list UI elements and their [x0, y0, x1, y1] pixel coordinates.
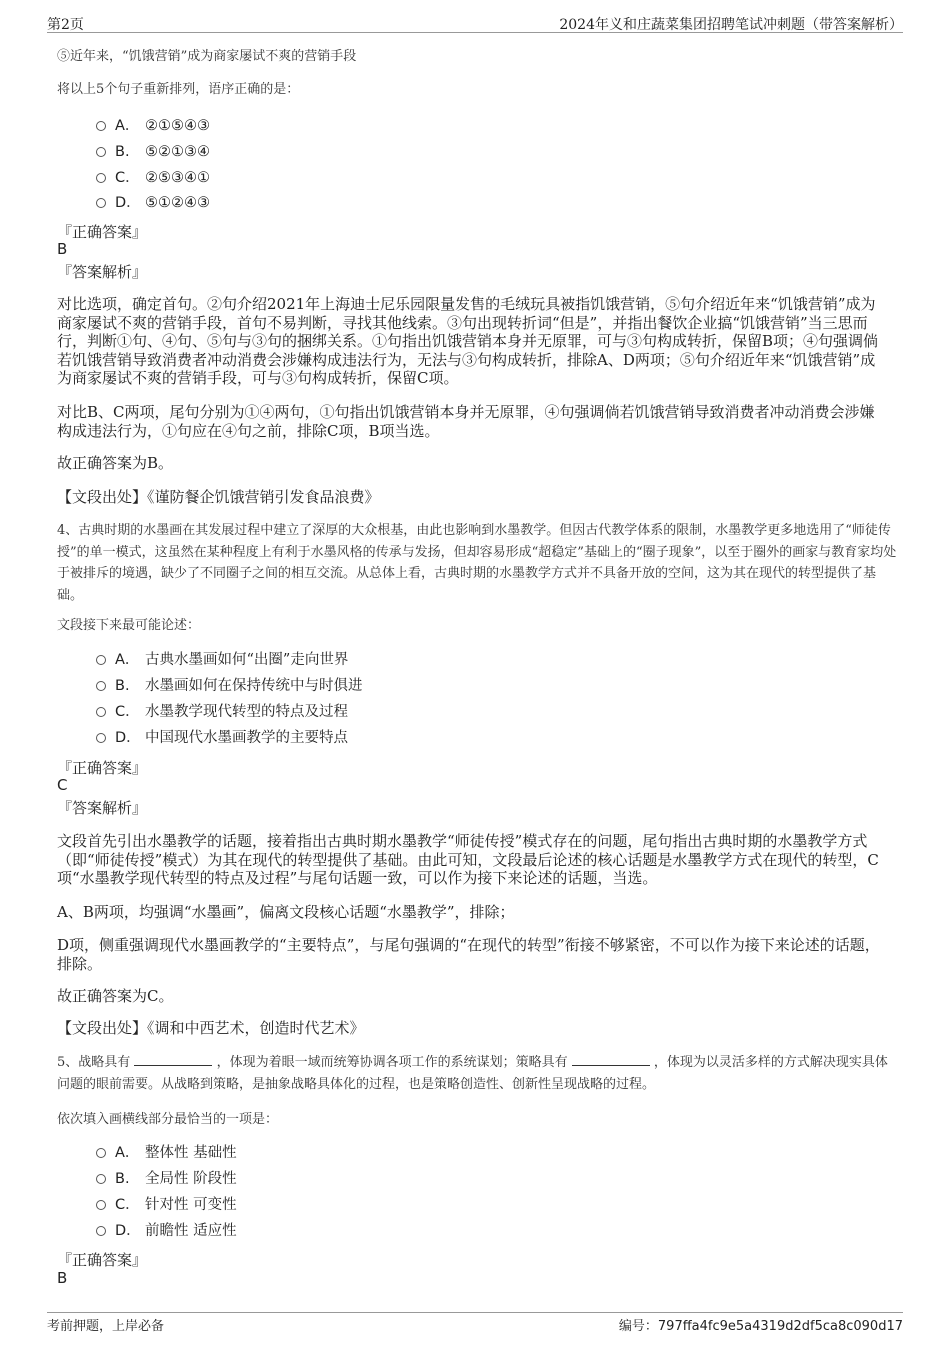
radio-icon[interactable] [96, 681, 106, 691]
q4-answer: C [57, 776, 68, 794]
q3-answer: B [57, 240, 68, 258]
q5-option-d[interactable]: D． 前瞻性 适应性 [96, 1220, 237, 1242]
q5-option-b[interactable]: B. 全局性 阶段性 [96, 1168, 237, 1190]
document-id: 编号：797ffa4fc9e5a4319d2df5ca8c090d17 [618, 1319, 903, 1334]
document-title: 2024年义和庄蔬菜集团招聘笔试冲刺题（带答案解析） [559, 17, 903, 33]
q3-analysis-label: 『答案解析』 [57, 263, 148, 281]
q4-option-b[interactable]: B. 水墨画如何在保持传统中与时俱进 [96, 675, 363, 697]
q3-tail-line: ⑤近年来，“饥饿营销”成为商家屡试不爽的营销手段 [57, 49, 357, 64]
q4-answer-label: 『正确答案』 [57, 759, 148, 777]
radio-icon[interactable] [96, 1174, 106, 1184]
page-number: 第2页 [47, 17, 84, 33]
footer-slogan: 考前押题，上岸必备 [47, 1319, 165, 1334]
q4-stem: 4、古典时期的水墨画在其发展过程中建立了深厚的大众根基，由此也影响到水墨教学。但因古代教学体系的限制，水墨教学更多地选用了“师徒传授”的单一模式，这虽然在某种程度上有利于水墨风格的传承与发扬，但却容易形成“超稳定”基础上的“圈子现象”，以至于圈外的画家与教育家均处于被排斥的境遇，缺少了不同圈子之间的相互交流。从总体上看，古典时期的水墨教学方式并不具备开放的空间，这为其在现代的转型提供了基础。 [57, 523, 897, 603]
q4-analysis-conclusion: 故正确答案为C。 [57, 987, 174, 1005]
radio-icon[interactable] [96, 147, 106, 157]
q4-source: 【文段出处】《调和中西艺术，创造时代艺术》 [57, 1019, 365, 1037]
radio-icon[interactable] [96, 121, 106, 131]
radio-icon[interactable] [96, 1148, 106, 1158]
radio-icon[interactable] [96, 1200, 106, 1210]
page-header [47, 12, 903, 33]
radio-icon[interactable] [96, 655, 106, 665]
q4-analysis-paragraph: D项，侧重强调现代水墨画教学的“主要特点”，与尾句强调的“在现代的转型”衔接不够紧密，不可以作为接下来论述的话题，排除。 [57, 936, 880, 973]
q4-option-d[interactable]: D． 中国现代水墨画教学的主要特点 [96, 727, 348, 749]
q5-stem: 5、战略具有 ，体现为着眼一域而统筹协调各项工作的系统谋划；策略具有 ，体现为以灵活多样的方式解决现实具体问题的眼前需要。从战略到策略，是抽象战略具体化的过程，也是策略创造性、创新性呈现战略的过程。 [57, 1055, 888, 1092]
radio-icon[interactable] [96, 733, 106, 743]
q5-option-a[interactable]: A． 整体性 基础性 [96, 1142, 237, 1164]
radio-icon[interactable] [96, 173, 106, 183]
fill-blank-1 [134, 1053, 212, 1066]
q5-answer-label: 『正确答案』 [57, 1251, 148, 1269]
q3-option-d[interactable]: D． ⑤①②④③ [96, 192, 210, 214]
q4-prompt: 文段接下来最可能论述： [57, 618, 201, 633]
q3-answer-label: 『正确答案』 [57, 223, 148, 241]
q3-prompt: 将以上5个句子重新排列，语序正确的是： [57, 82, 300, 97]
fill-blank-2 [572, 1053, 650, 1066]
q3-analysis-paragraph: 对比B、C两项，尾句分别为①④两句，①句指出饥饿营销本身并无原罪，④句强调倘若饥饿营销导致消费者冲动消费会涉嫌构成违法行为，①句应在④句之前，排除C项，B项当选。 [57, 403, 875, 440]
q5-option-c[interactable]: C． 针对性 可变性 [96, 1194, 237, 1216]
q4-analysis-paragraph: 文段首先引出水墨教学的话题，接着指出古典时期水墨教学“师徒传授”模式存在的问题，尾句指出古典时期的水墨教学方式（即“师徒传授”模式）为其在现代的转型提供了基础。由此可知，文段最后论述的核心话题是水墨教学方式在现代的转型，C项“水墨教学现代转型的特点及过程”与尾句话题一致，可以作为接下来论述的话题，当选。 [57, 832, 879, 887]
q4-analysis-label: 『答案解析』 [57, 799, 148, 817]
q5-prompt: 依次填入画横线部分最恰当的一项是： [57, 1112, 279, 1127]
page-footer [47, 1312, 903, 1334]
q4-analysis-paragraph: A、B两项，均强调“水墨画”，偏离文段核心话题“水墨教学”，排除； [57, 903, 515, 921]
radio-icon[interactable] [96, 707, 106, 717]
radio-icon[interactable] [96, 1226, 106, 1236]
q5-answer: B [57, 1269, 68, 1287]
radio-icon[interactable] [96, 198, 106, 208]
q3-option-b[interactable]: B. ⑤②①③④ [96, 141, 210, 163]
q4-option-a[interactable]: A． 古典水墨画如何“出圈”走向世界 [96, 649, 348, 671]
q3-analysis-conclusion: 故正确答案为B。 [57, 454, 174, 472]
q3-source: 【文段出处】《谨防餐企饥饿营销引发食品浪费》 [57, 488, 380, 506]
q4-option-c[interactable]: C． 水墨教学现代转型的特点及过程 [96, 701, 348, 723]
q3-option-a[interactable]: A． ②①⑤④③ [96, 115, 210, 137]
q3-analysis-paragraph: 对比选项，确定首句。②句介绍2021年上海迪士尼乐园限量发售的毛绒玩具被指饥饿营销，⑤句介绍近年来“饥饿营销”成为商家屡试不爽的营销手段，首句不易判断，寻找其他线索。③句出现转折词“但是”，并指出餐饮企业搞“饥饿营销”当三思而行，判断①句、④句、⑤句与③句的捆绑关系。①句指出饥饿营销本身并无原罪，可与③句构成转折，保留B项；④句强调倘若饥饿营销导致消费者冲动消费会涉嫌构成违法行为，无法与③句构成转折，排除A、D两项；⑤句介绍近年来“饥饿营销”成为商家屡试不爽的营销手段，可与③句构成转折，保留C项。 [57, 295, 879, 387]
q3-option-c[interactable]: C． ②⑤③④① [96, 167, 210, 189]
